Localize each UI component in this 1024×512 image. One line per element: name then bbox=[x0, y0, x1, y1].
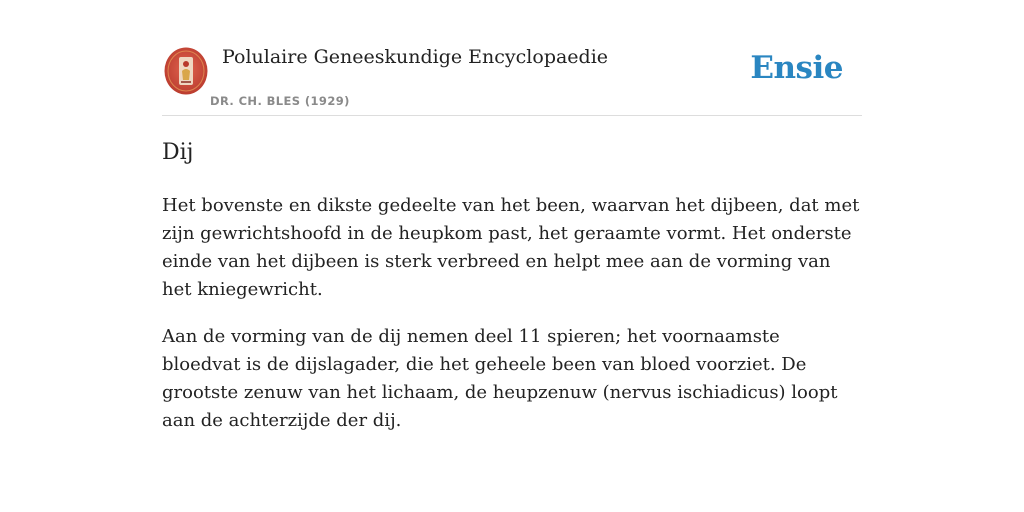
book-cover-icon[interactable] bbox=[164, 47, 208, 95]
entry-paragraph-2: Aan de vorming van de dij nemen deel 11 spieren; het voornaamste bloedvat is de dijslagader, die het geheele been van bloed voorziet. De grootste zenuw van het lichaam, de heupzenuw (nervus ischiadicus) loopt aan de achterzijde der dij. bbox=[162, 326, 838, 431]
entry-content bbox=[162, 192, 862, 454]
entry-title: Dij bbox=[162, 140, 194, 165]
book-header bbox=[162, 40, 862, 116]
book-author: DR. CH. BLES (1929) bbox=[210, 94, 350, 108]
book-title[interactable]: Polulaire Geneeskundige Encyclopaedie bbox=[222, 46, 609, 68]
ensie-logo-link[interactable]: Ensie bbox=[750, 50, 843, 86]
entry-paragraph-1: Het bovenste en dikste gedeelte van het been, waarvan het dijbeen, dat met zijn gewrichtshoofd in de heupkom past, het geraamte vormt. Het onderste einde van het dijbeen is sterk verbreed en helpt mee aan de vorming van het kniegewricht. bbox=[162, 195, 860, 300]
